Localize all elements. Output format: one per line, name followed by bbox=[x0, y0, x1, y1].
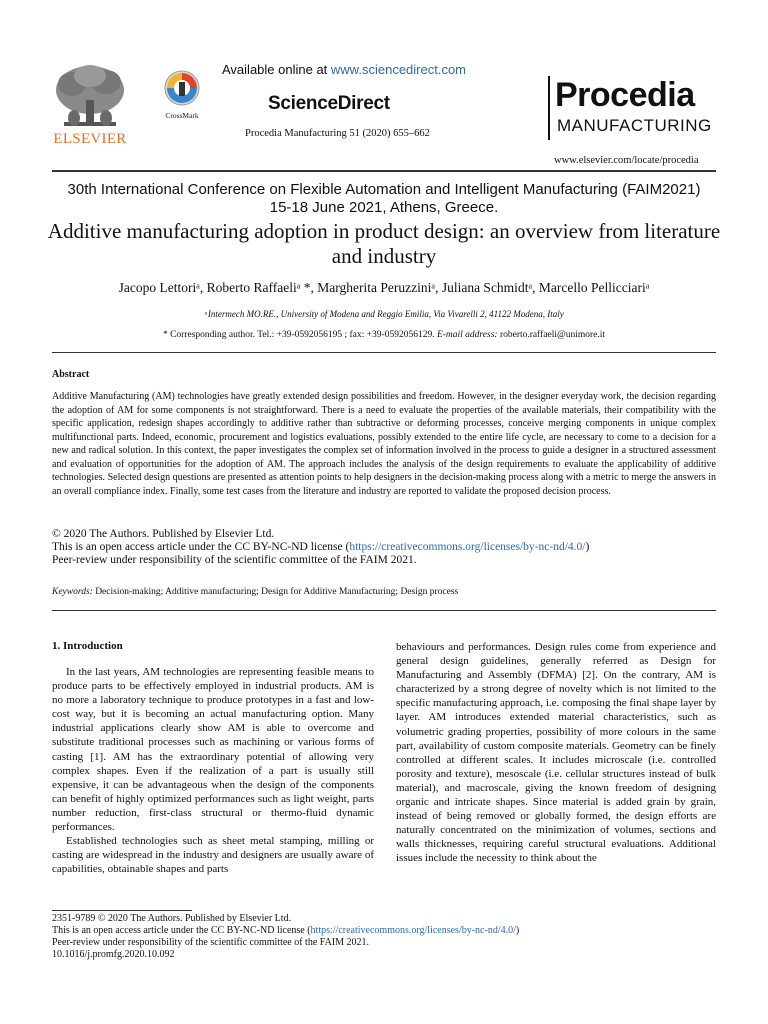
elsevier-url-link[interactable]: www.elsevier.com/locate/procedia bbox=[554, 155, 699, 166]
procedia-wordmark: Procedia bbox=[555, 76, 695, 114]
footer-divider bbox=[52, 910, 192, 911]
abstract-heading: Abstract bbox=[52, 369, 90, 380]
manufacturing-wordmark: MANUFACTURING bbox=[557, 116, 712, 135]
copyright-block bbox=[52, 528, 716, 567]
left-column bbox=[52, 665, 374, 876]
abstract-divider bbox=[52, 610, 716, 611]
footer-issn: 2351-9789 © 2020 The Authors. Published by Elsevier Ltd. bbox=[52, 913, 292, 924]
paper-title: Additive manufacturing adoption in product design: an overview from literature and industry bbox=[47, 219, 721, 268]
email-address[interactable]: roberto.raffaeli@unimore.it bbox=[497, 330, 606, 340]
footer-license-suffix: ) bbox=[515, 925, 520, 936]
author-list: Jacopo Lettoriᵃ, Roberto Raffaeliᵃ *, Margherita Peruzziniᵃ, Juliana Schmidtᵃ, Marcello Pellicciariᵃ bbox=[118, 280, 650, 295]
conference-date: 15-18 June 2021, Athens, Greece. bbox=[269, 199, 499, 216]
keywords-list: Decision-making; Additive manufacturing; Design for Additive Manufacturing; Design process bbox=[92, 587, 459, 597]
footer-license-prefix: This is an open access article under the CC BY-NC-ND license ( bbox=[52, 925, 311, 936]
sciencedirect-link[interactable]: www.sciencedirect.com bbox=[330, 62, 467, 77]
license-link[interactable]: https://creativecommons.org/licenses/by-nc-nd/4.0/ bbox=[349, 541, 586, 553]
intro-paragraph-2-continued: behaviours and performances. Design rules come from experience and general design guidelines, generally referred as Design for Manufacturing and Assembly (DFMA) [2]. On the contrary, AM is characterized by a strong degree of novelty which is not limited to the specific manufacturing approach, i.e. composing the final shape layer by layer. AM introduces extended material characteristics, such as volumetric grading properties, possibility of more colours in the same part, availability of custom composite materials. Geometry can be finely controlled at different scales. It includes microscale (i.e. controlled porosity and texture), mesoscale (i.e. cellular structures instead of bulk material), and macroscale, giving the known freedom of designing organic and intricate shapes. Since material is added grain by grain, instead of being removed or globally formed, the design efforts are naturally concentrated on the minimization of volumes, sections and walls thicknesses, requiring careful structural evaluations. Additional issues include the necessity to think about the bbox=[396, 641, 716, 865]
intro-paragraph-1: In the last years, AM technologies are representing feasible means to produce parts to be effectively employed in industrial products. AM is no more a laboratory technique to produce prototypes in a fast and low-cost way, but it is becoming an actual manufacturing option. Many industrial applications clearly show AM is able to overcome and substitute traditional processes such as machining or various forms of casting [1]. AM has the extraordinary potential of allowing very complex shapes. Even if the realization of a part is usually still expensive, it can be advantageous when the design of the components can benefit of highly optimized performances such as light weight, parts number reduction, first-class structural or thermo-fluid dynamic performances. bbox=[52, 666, 374, 834]
email-label: E-mail address: bbox=[436, 330, 498, 340]
footer-license-link[interactable]: https://creativecommons.org/licenses/by-nc-nd/4.0/ bbox=[310, 925, 516, 936]
title-divider bbox=[52, 352, 716, 353]
affiliation: ᵃIntermech MO.RE., University of Modena and Reggio Emilia, Via Vivarelli 2, 41122 Modena, Italy bbox=[204, 309, 564, 319]
abstract-text: Additive Manufacturing (AM) technologies have greatly extended design possibilities and freedom. However, in the designer everyday work, the decision regarding the adoption of AM for some components is not straightforward. There is a need to evaluate the properties of the available materials, their compatibility with the specific application, redesign shapes accordingly to additive rather than subtractive or deforming processes, conceive merging components in unique complex multifunctional parts. Indeed, economic, procurement and logistics evaluations, possibly extended to the entire life cycle, are necessary to come to a decision for a new and radical solution. In this context, the paper investigates the complex set of information involved in the process to guide a designer in a structured assessment and evaluation of opportunities for the adoption of AM. The approach includes the analysis of the design requirements to evaluate the applicability of additive technologies. Selected design questions are presented as attention points to help designers in the decision-making process along with a metric to merge the answers in an overall compliance index. Finally, some test cases from the literature and industry are reported to validate the proposed decision process. bbox=[52, 391, 716, 497]
footer-doi[interactable]: 10.1016/j.promfg.2020.10.092 bbox=[52, 949, 175, 960]
keywords-label: Keywords: bbox=[52, 587, 93, 597]
sciencedirect-wordmark: ScienceDirect bbox=[268, 93, 390, 114]
corresponding-author bbox=[40, 330, 728, 340]
license-line bbox=[52, 541, 716, 554]
journal-reference: Procedia Manufacturing 51 (2020) 655–662 bbox=[245, 128, 430, 139]
elsevier-wordmark: ELSEVIER bbox=[53, 131, 127, 147]
footer-license bbox=[52, 925, 716, 937]
header-divider bbox=[52, 170, 716, 172]
crossmark-label: CrossMark bbox=[165, 111, 199, 120]
conference-info bbox=[40, 181, 728, 217]
footer-peer-review: Peer-review under responsibility of the scientific committee of the FAIM 2021. bbox=[52, 937, 370, 948]
corresponding-contact: * Corresponding author. Tel.: +39-0592056195 ; fax: +39-0592056129. bbox=[162, 330, 437, 340]
section-heading-introduction: 1. Introduction bbox=[52, 640, 123, 652]
license-prefix: This is an open access article under the CC BY-NC-ND license ( bbox=[52, 541, 350, 553]
footer bbox=[52, 913, 716, 961]
intro-paragraph-2: Established technologies such as sheet metal stamping, milling or casting are widespread in the industry and designers are usually aware of capabilities, obtainable shapes and parts bbox=[52, 835, 374, 876]
procedia-divider bbox=[548, 76, 550, 140]
conference-name: 30th International Conference on Flexible Automation and Intelligent Manufacturing (FAIM2021) bbox=[67, 181, 701, 198]
right-column bbox=[396, 640, 716, 866]
license-suffix: ) bbox=[585, 541, 590, 553]
keywords bbox=[52, 587, 716, 597]
available-online bbox=[222, 62, 466, 77]
copyright-line: © 2020 The Authors. Published by Elsevier Ltd. bbox=[52, 528, 275, 540]
peer-review-line: Peer-review under responsibility of the scientific committee of the FAIM 2021. bbox=[52, 554, 417, 566]
crossmark-icon[interactable] bbox=[160, 68, 204, 122]
available-online-prefix: Available online at bbox=[222, 62, 331, 77]
